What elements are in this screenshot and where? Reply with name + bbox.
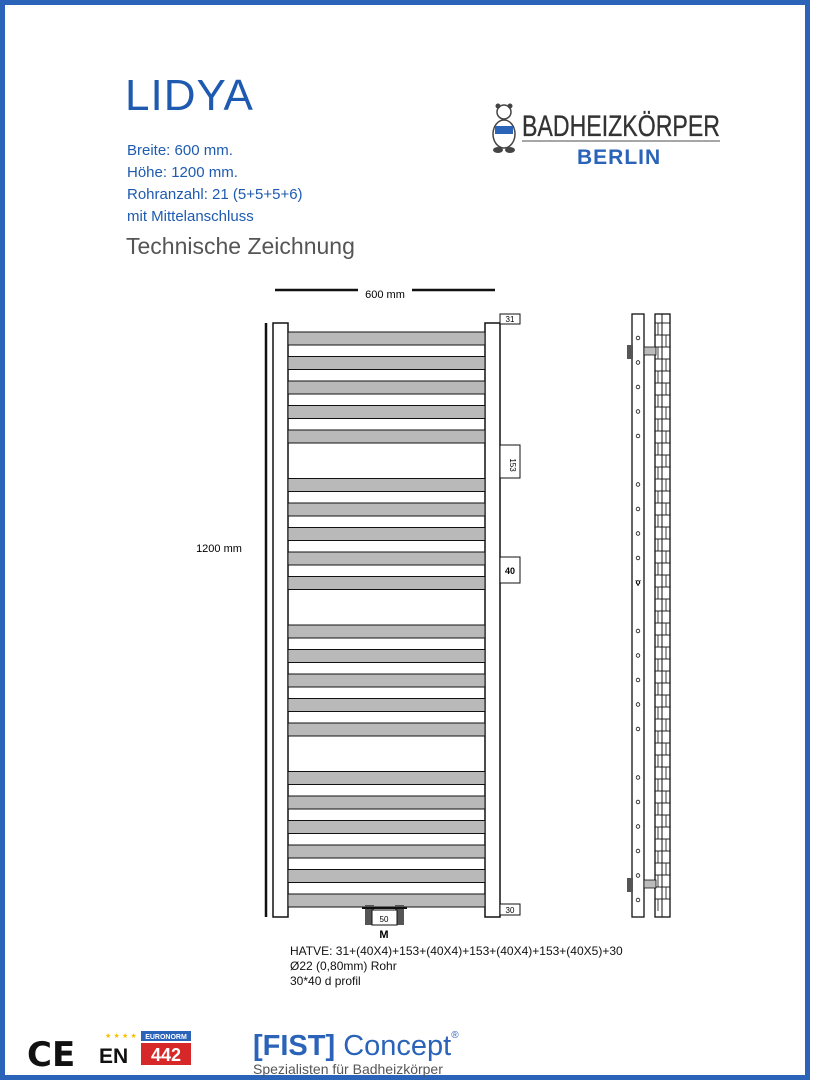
fist-tagline: Spezialisten für Badheizkörper <box>253 1061 443 1077</box>
spec-width: Breite: 600 mm. <box>127 142 233 159</box>
side-tube-dot-12 <box>636 654 640 658</box>
fist-bracket-text: [FIST] <box>253 1030 336 1062</box>
connection-label: M <box>379 929 389 941</box>
tube-7 <box>288 503 485 516</box>
side-tube-dot-14 <box>636 703 640 707</box>
dim-top-label: 31 <box>505 315 515 324</box>
technical-notes <box>290 944 623 989</box>
en442-badge <box>97 1029 193 1067</box>
tube-14 <box>288 699 485 712</box>
side-tube-dot-16 <box>636 776 640 780</box>
side-tube-dot-9 <box>636 556 640 560</box>
spec-height: Höhe: 1200 mm. <box>127 164 238 181</box>
tube-13 <box>288 674 485 687</box>
tube-6 <box>288 479 485 492</box>
side-mark-label: V <box>635 579 641 588</box>
tube-12 <box>288 650 485 663</box>
spec-connection: mit Mittelanschluss <box>127 208 254 225</box>
en-number: 442 <box>150 1045 182 1065</box>
side-tube-dot-5 <box>636 434 640 438</box>
fist-concept-logo <box>253 1030 459 1077</box>
side-tube-dot-6 <box>636 483 640 487</box>
dim-tube-label: 40 <box>504 566 516 576</box>
right-post <box>485 323 500 917</box>
side-tube-dot-20 <box>636 874 640 878</box>
fist-reg-mark: ® <box>451 1030 459 1041</box>
dim-gap-label: 153 <box>508 458 517 472</box>
tube-19 <box>288 845 485 858</box>
tube-20 <box>288 870 485 883</box>
ce-mark: CE <box>27 1035 76 1075</box>
tube-group <box>288 332 485 907</box>
tube-18 <box>288 821 485 834</box>
side-tube-dot-17 <box>636 800 640 804</box>
notes-line-3: 30*40 d profil <box>290 974 361 988</box>
side-tube-dot-2 <box>636 361 640 365</box>
dim-bottom-label: 30 <box>505 906 515 915</box>
side-tube-dot-1 <box>636 336 640 340</box>
logo-top-text: BADHEIZKÖRPER <box>522 110 720 143</box>
side-tube-dot-13 <box>636 678 640 682</box>
tube-17 <box>288 796 485 809</box>
side-view <box>627 314 670 917</box>
tube-5 <box>288 430 485 443</box>
tube-15 <box>288 723 485 736</box>
en-norm-text: EURONORM <box>145 1034 187 1041</box>
eu-stars-icon <box>105 1032 137 1040</box>
side-tube-dot-11 <box>636 629 640 633</box>
tube-1 <box>288 332 485 345</box>
tube-16 <box>288 772 485 785</box>
fist-word-text: Concept <box>343 1030 452 1062</box>
logo-bottom-text: BERLIN <box>577 146 662 169</box>
connection-width-label: 50 <box>379 915 389 924</box>
drawing-subtitle: Technische Zeichnung <box>126 233 355 259</box>
side-tube-dot-4 <box>636 410 640 414</box>
technical-drawing <box>5 5 815 1005</box>
tube-2 <box>288 357 485 370</box>
side-tube-dot-3 <box>636 385 640 389</box>
width-dimension-label: 600 mm <box>365 289 405 301</box>
side-tube-dot-21 <box>636 898 640 902</box>
tube-4 <box>288 406 485 419</box>
side-tube-dot-8 <box>636 532 640 536</box>
svg-text:★ ★ ★ ★: ★ ★ ★ ★ <box>105 1032 137 1040</box>
side-tube-dot-7 <box>636 507 640 511</box>
product-title: LIDYA <box>125 71 254 120</box>
tube-10 <box>288 577 485 590</box>
side-tube-dot-18 <box>636 825 640 829</box>
height-dimension-label: 1200 mm <box>196 543 242 555</box>
en-label: EN <box>99 1045 129 1068</box>
side-tube-dot-15 <box>636 727 640 731</box>
tube-11 <box>288 625 485 638</box>
tube-3 <box>288 381 485 394</box>
tube-21 <box>288 894 485 907</box>
left-post <box>273 323 288 917</box>
notes-line-1: HATVE: 31+(40X4)+153+(40X4)+153+(40X4)+153+(40X5)+30 <box>290 944 623 958</box>
spec-tubes: Rohranzahl: 21 (5+5+5+6) <box>127 186 303 203</box>
tube-9 <box>288 552 485 565</box>
notes-line-2: Ø22 (0,80mm) Rohr <box>290 959 397 973</box>
side-tube-dot-19 <box>636 849 640 853</box>
tube-8 <box>288 528 485 541</box>
